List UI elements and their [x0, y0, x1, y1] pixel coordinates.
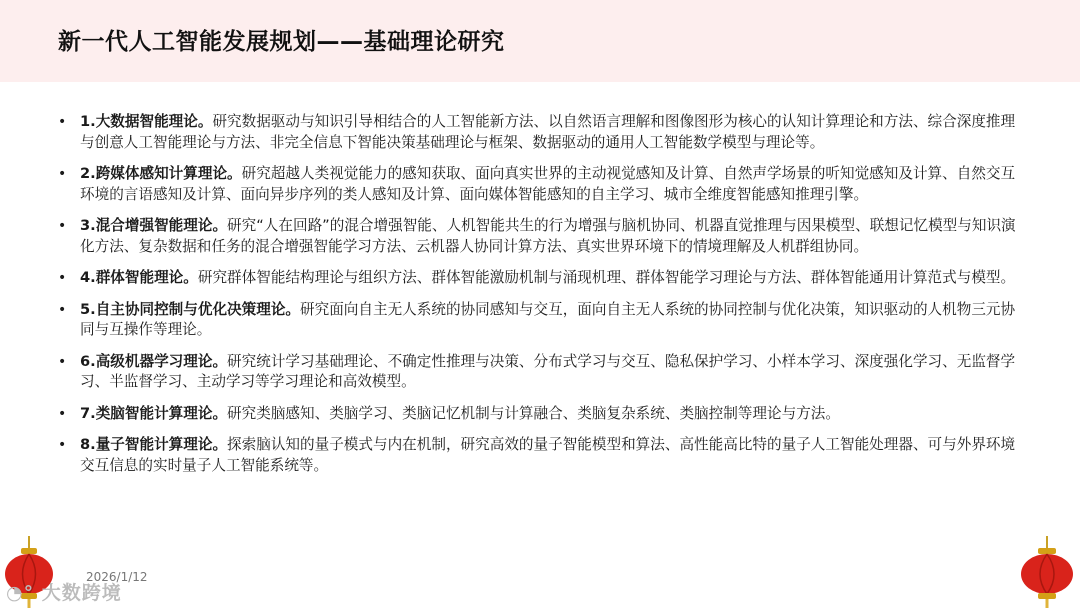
item-title: 1.大数据智能理论。	[80, 113, 213, 130]
list-item	[58, 300, 1018, 341]
bullet-marker: •	[58, 437, 67, 453]
bullet-marker: •	[58, 218, 67, 234]
item-title: 6.高级机器学习理论。	[80, 352, 228, 370]
red-lantern-icon	[1018, 536, 1076, 608]
bullet-list	[58, 112, 1018, 487]
list-item	[58, 435, 1018, 476]
item-title: 7.类脑智能计算理论。	[80, 404, 228, 422]
item-text: 研究数据驱动与知识引导相结合的人工智能新方法、以自然语言理解和图像图形为核心的认知计算理论和方法、综合深度推理与创意人工智能理论与方法、非完全信息下智能决策基础理论与框架、数据驱动的通用人工智能数学模型与理论等。	[80, 113, 1016, 151]
list-item	[58, 164, 1018, 205]
item-title: 2.跨媒体感知计算理论。	[80, 165, 242, 182]
list-item	[58, 352, 1018, 393]
list-item	[58, 404, 1018, 425]
item-title: 5.自主协同控制与优化决策理论。	[80, 300, 301, 318]
title-bar	[0, 0, 1080, 82]
slide-date: 2026/1/12	[86, 570, 148, 584]
watermark	[6, 578, 122, 605]
item-text: 研究“人在回路”的混合增强智能、人机智能共生的行为增强与脑机协同、机器直觉推理与因果模型、联想记忆模型与知识演化方法、复杂数据和任务的混合增强智能学习方法、云机器人协同计算方法、真实世界环境下的情境理解及人机群组协同。	[80, 217, 1016, 255]
page-title: 新一代人工智能发展规划——基础理论研究	[58, 29, 505, 55]
item-text: 研究类脑感知、类脑学习、类脑记忆机制与计算融合、类脑复杂系统、类脑控制等理论与方法。	[227, 404, 840, 422]
watermark-logo-icon: ◔°	[6, 582, 35, 604]
bullet-marker: •	[58, 405, 67, 422]
item-text: 研究统计学习基础理论、不确定性推理与决策、分布式学习与交互、隐私保护学习、小样本学习、深度强化学习、无监督学习、半监督学习、主动学习等学习理论和高效模型。	[80, 352, 1016, 390]
item-title: 3.混合增强智能理论。	[80, 217, 228, 234]
item-title: 4.群体智能理论。	[80, 269, 198, 286]
bullet-marker: •	[58, 166, 67, 182]
item-text: 研究群体智能结构理论与组织方法、群体智能激励机制与涌现机理、群体智能学习理论与方法、群体智能通用计算范式与模型。	[197, 269, 1016, 286]
item-text: 研究面向自主无人系统的协同感知与交互，面向自主无人系统的协同控制与优化决策，知识驱动的人机物三元协同与互操作等理论。	[80, 300, 1016, 338]
list-item	[58, 268, 1018, 289]
item-text: 研究超越人类视觉能力的感知获取、面向真实世界的主动视觉感知及计算、自然声学场景的听知觉感知及计算、自然交互环境的言语感知及计算、面向异步序列的类人感知及计算、面向媒体智能感知的自主学习、城市全维度智能感知推理引擎。	[80, 165, 1016, 203]
list-item	[58, 216, 1018, 257]
bullet-marker: •	[58, 270, 67, 286]
list-item	[58, 112, 1018, 153]
item-text: 探索脑认知的量子模式与内在机制，研究高效的量子智能模型和算法、高性能高比特的量子人工智能处理器、可与外界环境交互信息的实时量子人工智能系统等。	[80, 436, 1016, 474]
bullet-marker: •	[58, 353, 67, 370]
item-title: 8.量子智能计算理论。	[80, 436, 228, 453]
watermark-text: 大数跨境	[41, 582, 122, 604]
bullet-marker: •	[58, 114, 67, 130]
bullet-marker: •	[58, 301, 67, 318]
